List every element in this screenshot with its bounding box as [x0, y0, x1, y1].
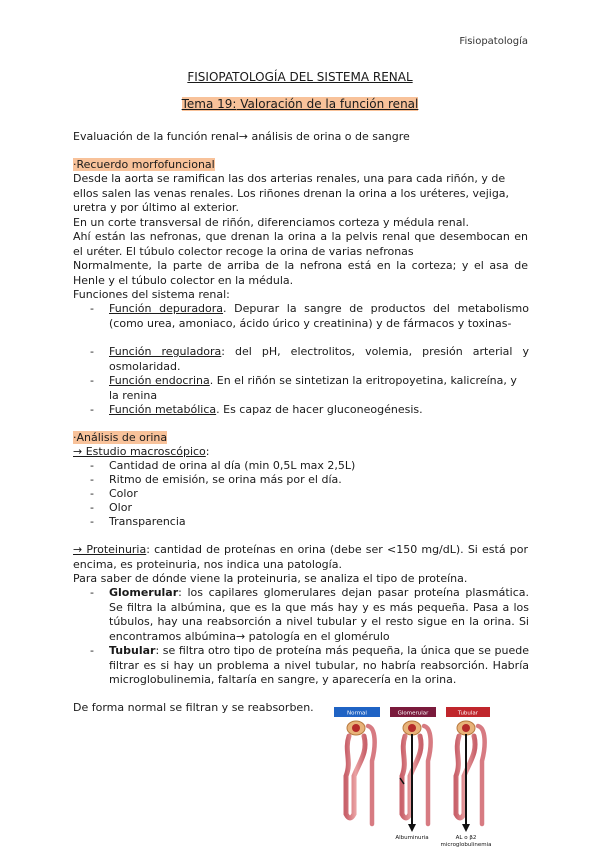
list-term: Función reguladora [109, 345, 222, 358]
tubule [346, 736, 365, 818]
document-title: FISIOPATOLOGÍA DEL SISTEMA RENAL [187, 70, 413, 84]
topic-name: Valoración de la función renal [236, 97, 419, 111]
list-item: Olor [109, 501, 132, 514]
list-text: . En el riñón se sintetizan la eritropoyetina, kalicreína, y la renina [109, 374, 517, 402]
proteinuria-label: → Proteinuria [73, 543, 147, 556]
bullet-marker: - [90, 487, 94, 500]
proteinuria-paragraph [73, 543, 528, 572]
label-tubular: Tubular [457, 710, 479, 717]
bullet-marker: - [90, 515, 94, 528]
paragraph: Funciones del sistema renal: [73, 288, 230, 301]
list-term: Tubular [109, 644, 156, 657]
glomerulus [408, 724, 416, 732]
section-heading-text: ·Análisis de orina [73, 431, 168, 444]
glomerulus [462, 724, 470, 732]
bullet-marker: - [90, 403, 94, 416]
paragraph: De forma normal se filtran y se reabsorben. [73, 701, 314, 714]
intro-line: Evaluación de la función renal→ análisis de orina o de sangre [73, 130, 410, 143]
annotation-albuminuria: Albuminuria [395, 835, 429, 841]
section-heading-analisis [73, 431, 528, 446]
arrow-head-icon [408, 824, 416, 832]
section-heading-morfofuncional [73, 158, 528, 173]
paragraph: En un corte transversal de riñón, diferenciamos corteza y médula renal. [73, 216, 469, 229]
macro-colon: : [205, 445, 210, 458]
paragraph: Desde la aorta se ramifican las dos arterias renales, una para cada riñón, y de ellos salen las venas renales. Los riñones drenan la orina a los uréteres, vejiga, uretra y por último al exterior. [73, 172, 510, 215]
list-item: Ritmo de emisión, se orina más por el día. [109, 473, 342, 486]
nephron-tubular [446, 707, 490, 832]
list-item: Color [109, 487, 138, 500]
arrow-head-icon [462, 824, 470, 832]
list-term: Función depuradora [109, 302, 224, 315]
list-item: Cantidad de orina al día (min 0,5L max 2,5L) [109, 459, 356, 472]
bullet-marker: - [90, 459, 94, 472]
annotation-b2-line1: AL o β2 [455, 835, 477, 841]
list-text: : del pH, electrolitos, volemia, presión arterial y osmolaridad. [109, 345, 530, 373]
paragraph: Ahí están las nefronas, que drenan la orina a la pelvis renal que desembocan en el uréter. El túbulo colector recoge la orina de varias nefronas [73, 230, 528, 258]
page-header: Fisiopatología [459, 36, 528, 47]
annotation-b2-line2: microglobulinemia [440, 842, 492, 848]
document-subtitle [0, 97, 600, 111]
paragraph: Normalmente, la parte de arriba de la nefrona está en la corteza; y el asa de Henle y el túbulo colector en la médula. [73, 259, 528, 287]
bullet-marker: - [90, 345, 94, 358]
nephron-normal [334, 707, 380, 824]
list-item [109, 586, 529, 644]
section-heading-text: ·Recuerdo morfofuncional [73, 158, 215, 171]
proteinuria-text: : cantidad de proteínas en orina (debe ser <150 mg/dL). Si está por encima, es proteinuria, nos indica una patología. [73, 543, 528, 571]
collecting-duct [424, 726, 431, 824]
bullet-marker: - [90, 473, 94, 486]
label-normal: Normal [347, 710, 367, 717]
list-item [109, 374, 529, 403]
bullet-marker: - [90, 644, 94, 657]
bullet-marker: - [90, 374, 94, 387]
list-item [109, 345, 529, 374]
paragraph: Para saber de dónde viene la proteinuria, se analiza el tipo de proteína. [73, 572, 468, 585]
list-term: Glomerular [109, 586, 179, 599]
collecting-duct [368, 726, 375, 824]
glomerulus [352, 724, 360, 732]
bullet-marker: - [90, 586, 94, 599]
list-item: Transparencia [109, 515, 186, 528]
bullet-marker: - [90, 501, 94, 514]
macro-heading [73, 445, 528, 460]
list-text: : se filtra otro tipo de proteína más pequeña, la única que se puede filtrar es si hay un problema a nivel tubular, no habría reabsorción. Habría microglobulinemia, faltaría en sangre, y aparecería en la orina. [109, 644, 529, 687]
list-term: Función metabólica [109, 403, 217, 416]
collecting-duct [478, 726, 485, 824]
list-text: : los capilares glomerulares dejan pasar proteína plasmática. Se filtra la albúmina, que es la que más hay y es más pequeña. Pasa a los túbulos, hay una reabsorción a nivel tubular y el resto sigue en la orina. Si encontramos albúmina→ patología en el glomérulo [109, 586, 529, 643]
topic-number: Tema 19: [181, 97, 237, 111]
nephron-glomerular [390, 707, 436, 832]
list-term: Función endocrina [109, 374, 210, 387]
list-text: . Depurar la sangre de productos del metabolismo (como urea, amoniaco, ácido úrico y creatinina) y de fármacos y toxinas- [109, 302, 529, 330]
list-text: . Es capaz de hacer gluconeogénesis. [216, 403, 423, 416]
bullet-marker: - [90, 302, 94, 315]
nephron-figure [332, 706, 492, 848]
list-item [109, 403, 529, 418]
macro-label: → Estudio macroscópico [73, 445, 206, 458]
label-glomerular: Glomerular [397, 710, 429, 717]
list-item [109, 302, 529, 331]
list-item [109, 644, 529, 688]
